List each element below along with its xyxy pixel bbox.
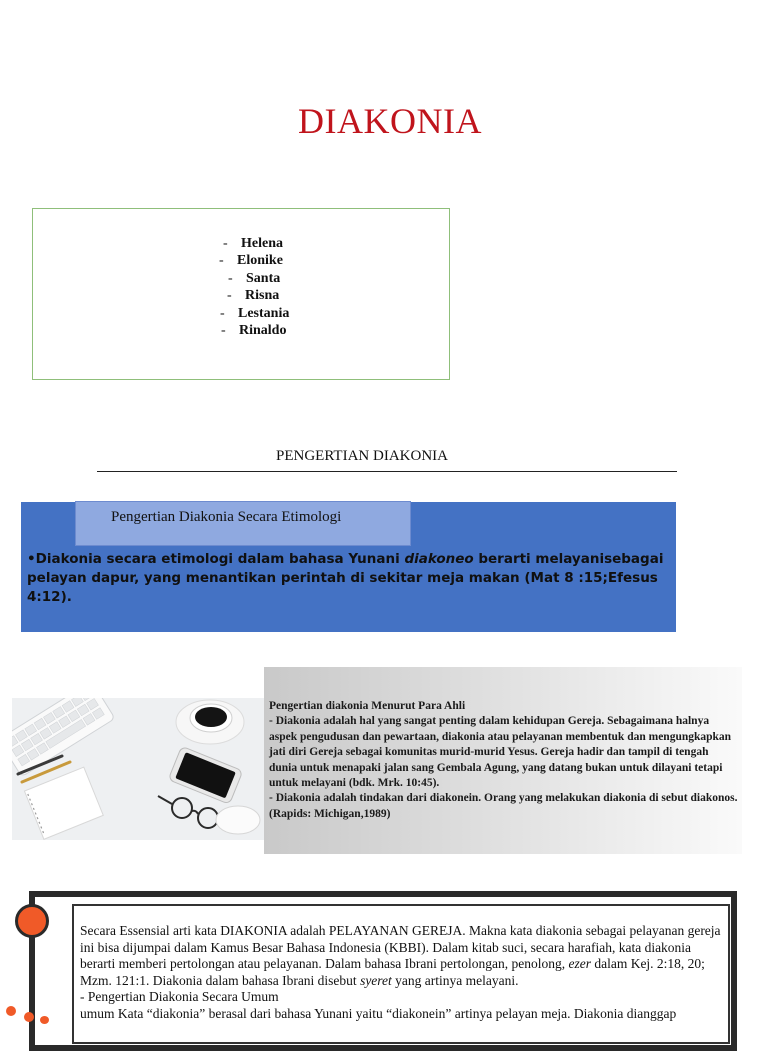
mouse-icon: [216, 806, 260, 834]
orange-dot-icon: [40, 1016, 49, 1024]
page-title: DIAKONIA: [298, 101, 482, 141]
essential-paragraph: [80, 923, 728, 989]
etymology-text-part: berarti melayanisebagai pelayan dapur, yang menantikan perintah di sekitar meja makan (Mat 8 :15;Efesus 4:12).: [27, 551, 664, 605]
member-item: [228, 270, 297, 287]
divider: [97, 471, 677, 472]
orange-circle-icon: [15, 904, 49, 938]
member-name: Rinaldo: [239, 323, 287, 339]
member-name: Helena: [241, 236, 283, 251]
members-box: [32, 208, 450, 380]
member-item: [219, 252, 288, 269]
member-item: [220, 305, 289, 322]
list-bullet: -: [223, 236, 228, 251]
list-bullet: -: [221, 323, 226, 339]
experts-point: - Diakonia adalah hal yang sangat penting dalam kehidupan Gereja. Sebagaimana halnya aspek pengudusan dan pewartaan, diakonia atau pelayanan membentuk dan mengungkapkan jati diri Gereja sebagai komunitas murid-murid Yesus. Gereja hadir dan tampil di tengah dunia untuk menapaki jalan sang Gembala Agung, yang datang bukan untuk dilayani tetapi untuk melayani (bdk. Mrk. 10:45).: [269, 715, 732, 790]
members-list: [219, 235, 292, 339]
etymology-text-part: •Diakonia secara etimologi dalam bahasa Yunani: [27, 551, 405, 567]
member-name: Santa: [246, 270, 281, 286]
member-name: Elonike: [237, 253, 283, 269]
etymology-term: diakoneo: [404, 551, 474, 567]
experts-heading: Pengertian diakonia Menurut Para Ahli: [269, 700, 466, 712]
etymology-text: [27, 550, 672, 607]
essential-paragraph: umum Kata “diakonia” berasal dari bahasa Yunani yaitu “diakonein” artinya pelayan meja. Diakonia dianggap: [80, 1005, 677, 1021]
list-bullet: -: [228, 270, 233, 286]
list-bullet: -: [227, 288, 232, 304]
experts-point: - Diakonia adalah tindakan dari diakonein. Orang yang melakukan diakonia di sebut diakonos. (Rapids: Michigan,1989): [269, 792, 738, 820]
hebrew-term: syeret: [360, 972, 392, 988]
list-bullet: -: [220, 305, 225, 321]
essential-text-part: yang artinya melayani.: [391, 972, 519, 988]
member-item: [227, 287, 296, 304]
etymology-tab-label: Pengertian Diakonia Secara Etimologi: [111, 509, 342, 525]
member-item: [223, 235, 292, 252]
essential-text-part: dalam Kej. 2:18, 20; Mzm. 121:1. Diakonia dalam bahasa Ibrani disebut: [80, 956, 705, 988]
desk-illustration: [12, 698, 264, 840]
experts-text: [269, 699, 739, 822]
essential-subheading: - Pengertian Diakonia Secara Umum: [80, 989, 279, 1005]
list-bullet: -: [219, 253, 224, 269]
desk-photo: [12, 698, 264, 840]
essential-text: [80, 923, 728, 1023]
member-name: Lestania: [238, 305, 290, 321]
orange-dot-icon: [6, 1006, 16, 1016]
coffee-icon: [195, 707, 227, 727]
essential-text-part: Secara Essensial arti kata DIAKONIA adalah PELAYANAN GEREJA. Makna kata diakonia sebagai pelayanan gereja ini bisa dijumpai dalam Kamus Besar Bahasa Indonesia (KBBI). Dalam kitab suci, secara harafiah, kata diakonia berarti memberi pertolongan atau pelayanan. Dalam bahasa Ibrani pertolongan, penolong,: [80, 923, 721, 972]
hebrew-term: ezer: [568, 956, 591, 972]
orange-dot-icon: [24, 1012, 34, 1022]
member-name: Risna: [245, 288, 280, 304]
section-heading: PENGERTIAN DIAKONIA: [276, 448, 448, 464]
etymology-tab: [75, 501, 411, 546]
member-item: [221, 322, 290, 339]
